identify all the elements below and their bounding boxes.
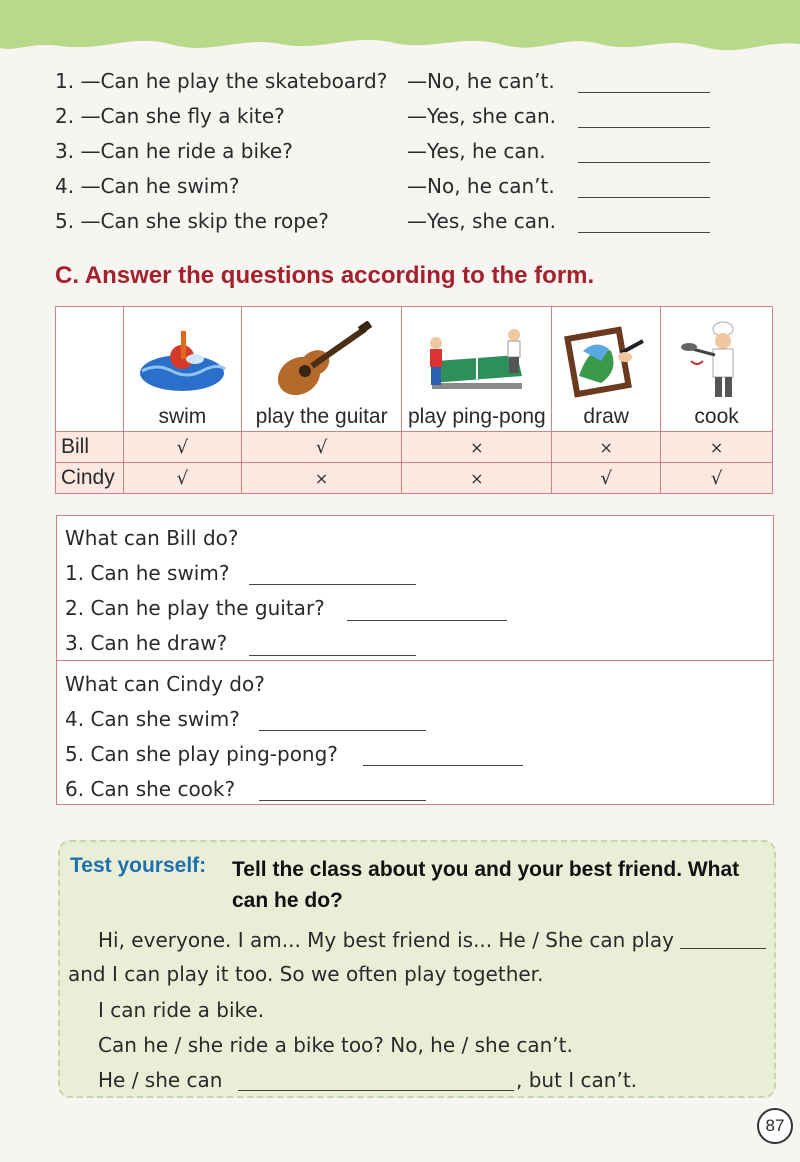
column-label: swim [158, 405, 207, 428]
questions-box [56, 515, 774, 805]
page-number: 87 [757, 1108, 793, 1144]
answer-blank-5[interactable] [363, 765, 523, 766]
test-line-5a: He / she can [98, 1068, 223, 1092]
box-divider [57, 660, 773, 661]
check-mark: √ [710, 467, 723, 489]
column-label: play the guitar [255, 405, 388, 428]
column-ping-pong [402, 307, 552, 432]
question-5: 5. Can she play ping-pong? [65, 742, 338, 766]
section-c-title: C. Answer the questions according to the form. [55, 262, 595, 289]
column-cook [661, 307, 773, 432]
answer-text: —Yes, she can. [407, 104, 557, 128]
cross-mark: × [709, 437, 724, 457]
qa-row-3 [55, 136, 755, 171]
mark-cell [123, 432, 241, 463]
check-mark: √ [315, 436, 328, 458]
column-guitar [241, 307, 402, 432]
top-decorative-band [0, 0, 800, 70]
column-label: play ping-pong [407, 405, 546, 428]
column-label: draw [583, 405, 629, 428]
mark-cell [661, 463, 773, 494]
answer-blank[interactable] [578, 197, 710, 198]
qa-row-4 [55, 171, 755, 206]
question-6: 6. Can she cook? [65, 777, 236, 801]
answer-blank[interactable] [578, 127, 710, 128]
ability-form-table [55, 306, 773, 494]
mark-cell [241, 463, 402, 494]
check-mark: √ [176, 436, 189, 458]
ping-pong-icon [422, 321, 532, 401]
answer-blank-6[interactable] [259, 800, 426, 801]
test-line-5b: , but I can’t. [516, 1068, 638, 1092]
answer-blank-3[interactable] [249, 655, 416, 656]
mark-cell [552, 432, 661, 463]
answer-blank[interactable] [578, 92, 710, 93]
test-yourself-title: Tell the class about you and your best friend. What can he do? [232, 858, 740, 912]
table-row-bill [56, 432, 773, 463]
answer-blank-4[interactable] [259, 730, 426, 731]
swimmer-icon [137, 321, 227, 401]
question-text: 1. —Can he play the skateboard? [55, 69, 388, 93]
answer-blank[interactable] [578, 162, 710, 163]
cindy-heading: What can Cindy do? [65, 672, 265, 696]
table-row-cindy [56, 463, 773, 494]
bill-heading: What can Bill do? [65, 526, 239, 550]
test-line-1: Hi, everyone. I am... My best friend is... He / She can play [98, 928, 674, 952]
column-swim [123, 307, 241, 432]
play-blank[interactable] [680, 948, 766, 949]
guitar-icon [267, 321, 377, 401]
qa-list [55, 66, 755, 241]
answer-blank[interactable] [578, 232, 710, 233]
cross-mark: × [314, 468, 329, 488]
mark-cell [552, 463, 661, 494]
question-1: 1. Can he swim? [65, 561, 230, 585]
question-text: 5. —Can she skip the rope? [55, 209, 329, 233]
qa-row-1 [55, 66, 755, 101]
check-mark: √ [176, 467, 189, 489]
answer-blank-2[interactable] [347, 620, 507, 621]
test-line-4: Can he / she ride a bike too? No, he / she can’t. [98, 1033, 573, 1057]
row-name: Cindy [56, 463, 124, 494]
question-text: 4. —Can he swim? [55, 174, 240, 198]
mark-cell [241, 432, 402, 463]
test-line-3: I can ride a bike. [98, 998, 265, 1022]
question-text: 3. —Can he ride a bike? [55, 139, 293, 163]
question-3: 3. Can he draw? [65, 631, 228, 655]
empty-corner-cell [56, 307, 124, 432]
chef-icon [677, 321, 757, 401]
question-4: 4. Can she swim? [65, 707, 240, 731]
row-name: Bill [56, 432, 124, 463]
cross-mark: × [470, 468, 484, 488]
test-yourself-label: Test yourself: [70, 854, 207, 877]
he-can-blank[interactable] [238, 1090, 514, 1091]
test-line-2: and I can play it too. So we often play together. [68, 962, 544, 986]
mark-cell [123, 463, 241, 494]
answer-text: —No, he can’t. [407, 69, 555, 93]
mark-cell [661, 432, 773, 463]
question-text: 2. —Can she fly a kite? [55, 104, 285, 128]
question-2: 2. Can he play the guitar? [65, 596, 325, 620]
column-label: cook [694, 405, 739, 428]
mark-cell [402, 432, 552, 463]
cross-mark: × [599, 437, 613, 457]
answer-text: —Yes, she can. [407, 209, 557, 233]
column-draw [552, 307, 661, 432]
qa-row-5 [55, 206, 755, 241]
drawing-icon [561, 321, 651, 401]
table-header-row [56, 307, 773, 432]
check-mark: √ [600, 467, 612, 489]
answer-text: —No, he can’t. [407, 174, 555, 198]
answer-blank-1[interactable] [249, 584, 416, 585]
answer-text: —Yes, he can. [407, 139, 546, 163]
cross-mark: × [470, 437, 484, 457]
test-yourself-box [58, 840, 776, 1098]
mark-cell [402, 463, 552, 494]
qa-row-2 [55, 101, 755, 136]
